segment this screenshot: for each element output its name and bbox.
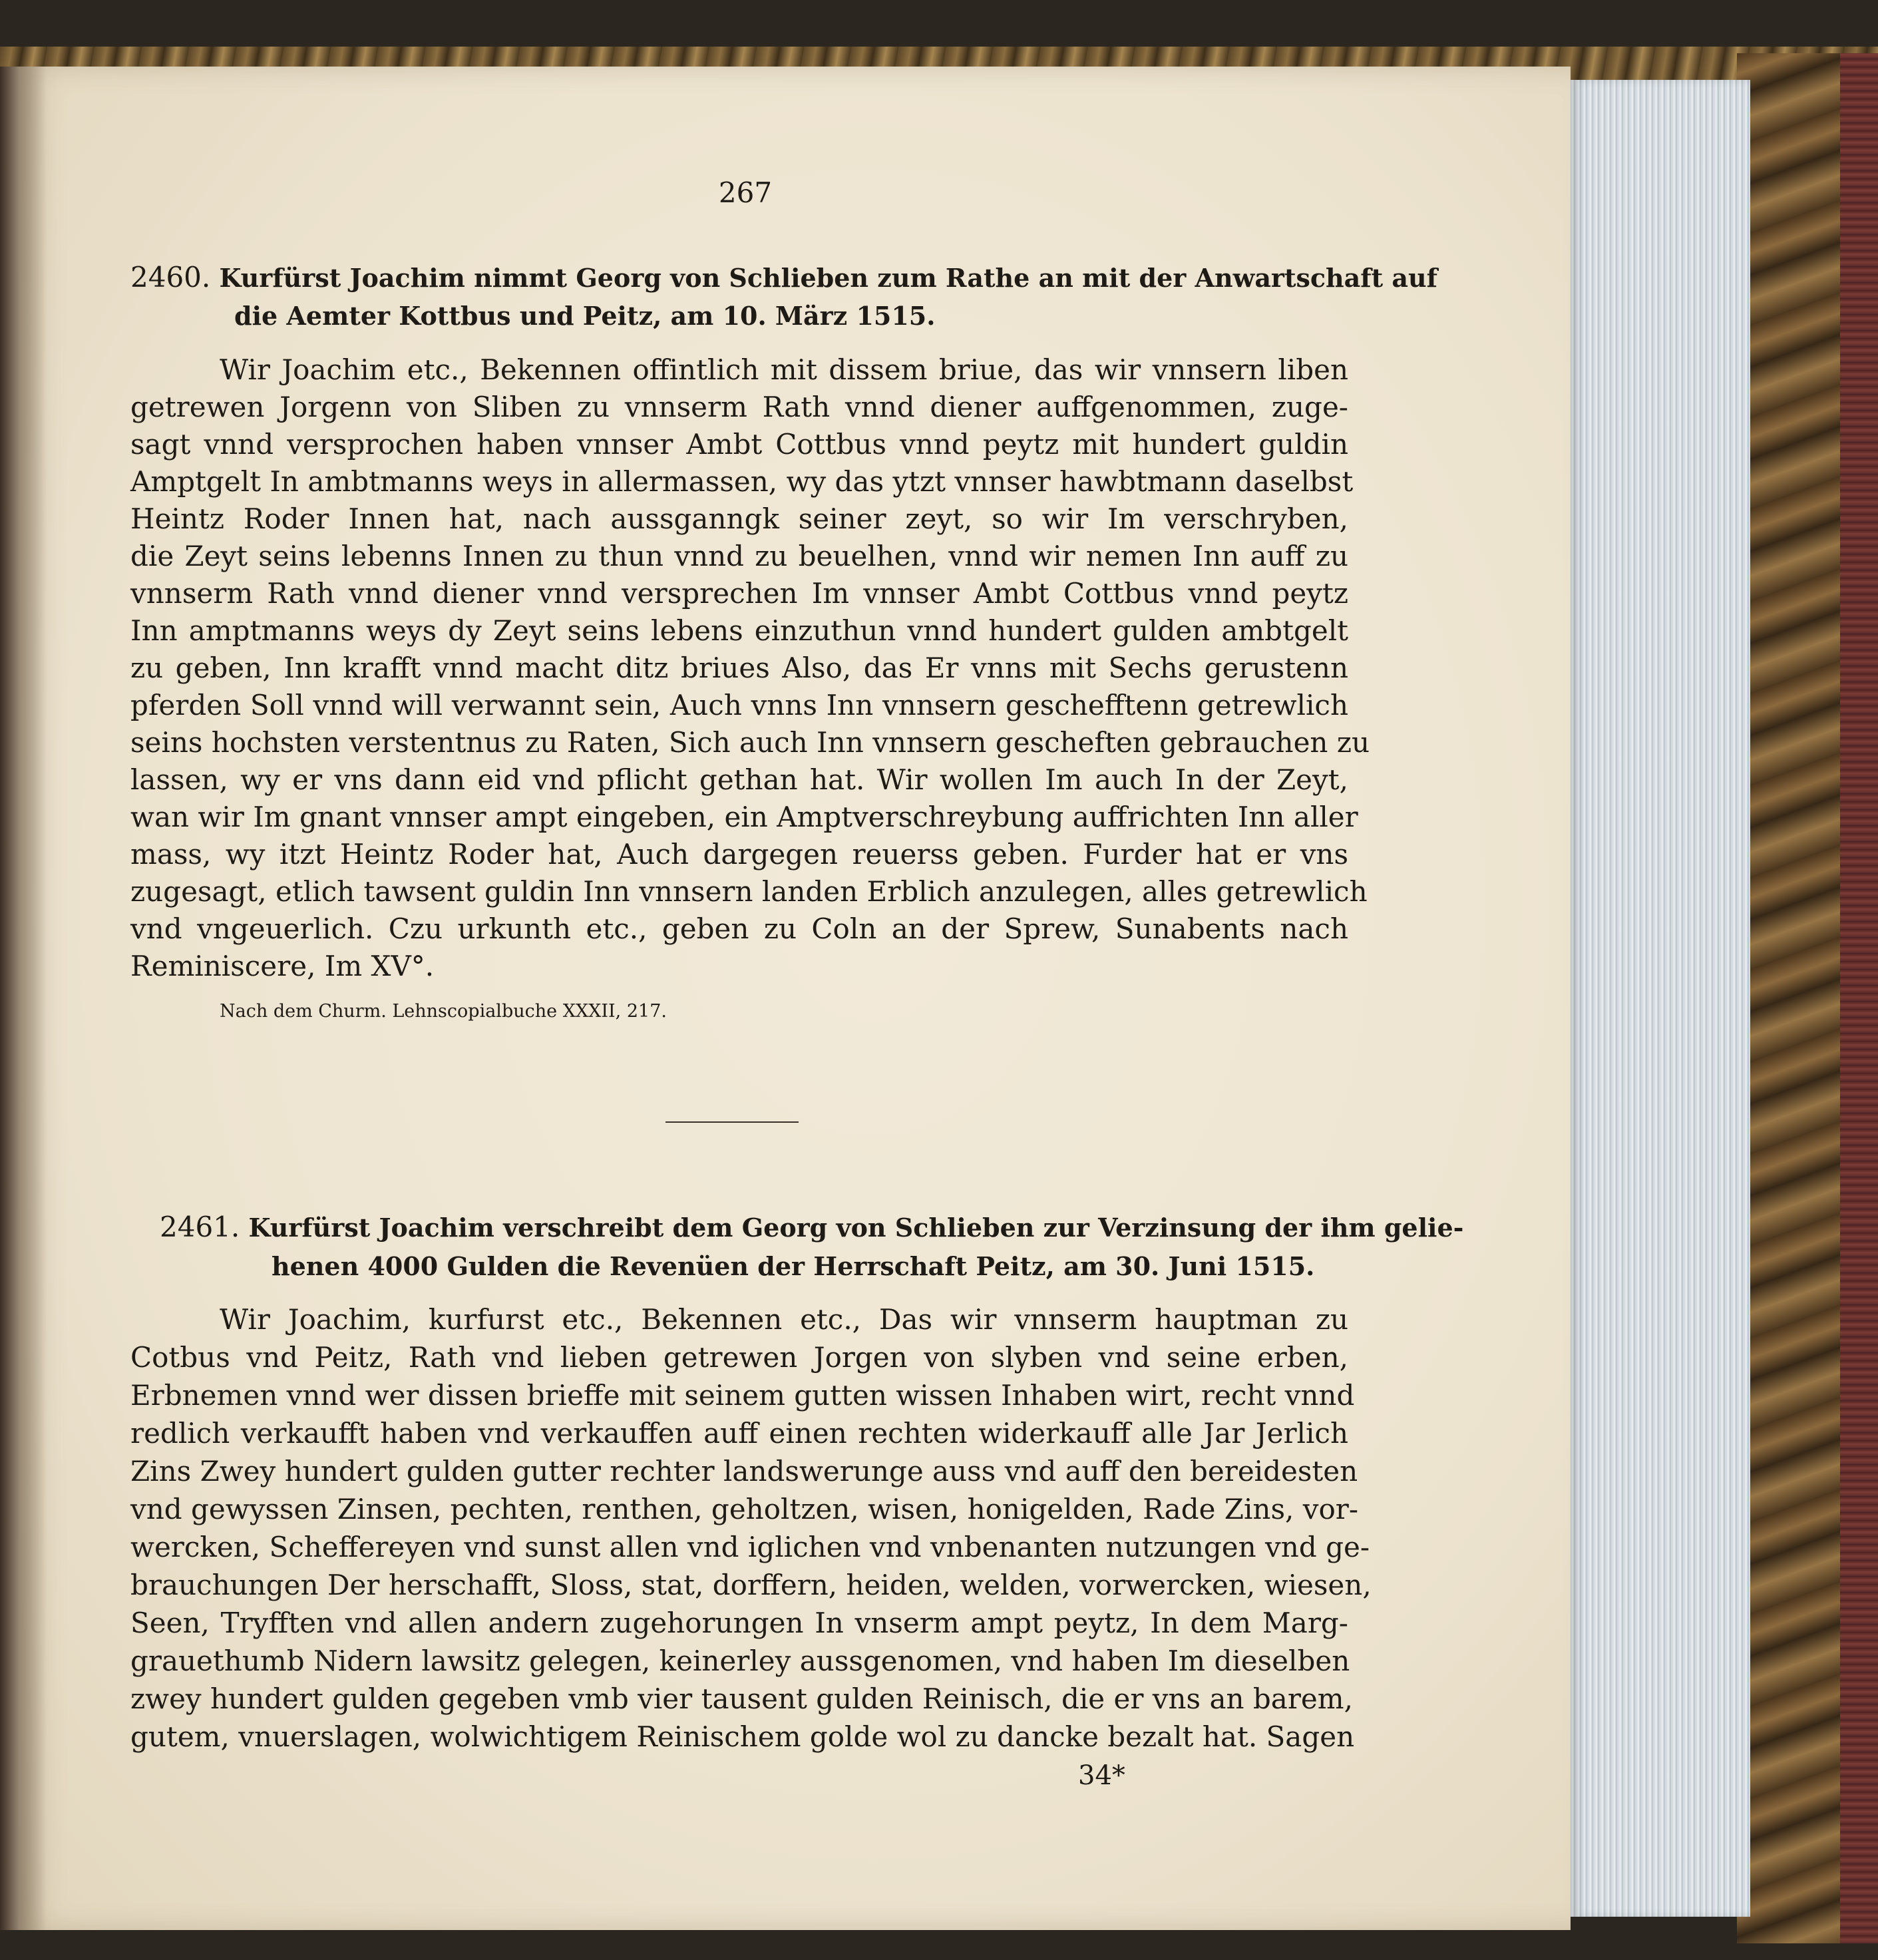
- entry-2461-heading-line-1: [160, 1208, 1463, 1247]
- body-line: wan wir Im gnant vnnser ampt eingeben, ein Amptverschreybung auffrichten Inn aller: [130, 801, 1358, 833]
- body-line: sagt vnnd versprochen haben vnnser Ambt Cottbus vnnd peytz mit hundert guldin: [130, 428, 1348, 461]
- body-line: zugesagt, etlich tawsent guldin Inn vnnsern landen Erblich anzulegen, alles getrewlich: [130, 875, 1368, 908]
- body-line: die Zeyt seins lebenns Innen zu thun vnnd zu beuelhen, vnnd wir nemen Inn auff zu: [130, 540, 1348, 572]
- body-line: pferden Soll vnnd will verwannt sein, Auch vnns Inn vnnsern geschefftenn getrewlich: [130, 689, 1348, 721]
- body-line: zu geben, Inn krafft vnnd macht ditz briues Also, das Er vnns mit Sechs gerustenn: [130, 652, 1348, 684]
- body-line: mass, wy itzt Heintz Roder hat, Auch dargegen reuerss geben. Furder hat er vns: [130, 838, 1348, 871]
- body-line: vnd gewyssen Zinsen, pechten, renthen, geholtzen, wisen, honigelden, Rade Zins, vor-: [130, 1493, 1359, 1525]
- page-edges: [1571, 80, 1750, 1917]
- entry-number: 2461.: [160, 1211, 240, 1243]
- page-number: 267: [718, 176, 773, 209]
- body-line: zwey hundert gulden gegeben vmb vier tausent gulden Reinisch, die er vns an barem,: [130, 1682, 1353, 1715]
- body-line: Seen, Tryfften vnd allen andern zugehorungen In vnserm ampt peytz, In dem Marg-: [130, 1607, 1348, 1639]
- body-line: Cotbus vnd Peitz, Rath vnd lieben getrewen Jorgen von slyben vnd seine erben,: [130, 1341, 1348, 1374]
- entry-number: 2460.: [130, 261, 211, 294]
- signature-mark: 34*: [1078, 1760, 1125, 1791]
- body-line: Heintz Roder Innen hat, nach aussganngk seiner zeyt, so wir Im verschryben,: [130, 502, 1348, 535]
- body-line: Inn amptmanns weys dy Zeyt seins lebens einzuthun vnnd hundert gulden ambtgelt: [130, 614, 1348, 647]
- entry-2460-heading-line-2: die Aemter Kottbus und Peitz, am 10. März 1515.: [234, 301, 936, 331]
- source-note: Nach dem Churm. Lehnscopialbuche XXXII, 217.: [220, 1001, 667, 1022]
- heading-text: Kurfürst Joachim nimmt Georg von Schlieben zum Rathe an mit der Anwartschaft auf: [219, 263, 1438, 293]
- body-line: brauchungen Der herschafft, Sloss, stat, dorffern, heiden, welden, vorwercken, wiesen,: [130, 1569, 1372, 1601]
- heading-text: Kurfürst Joachim verschreibt dem Georg von Schlieben zur Verzinsung der ihm gelie-: [248, 1213, 1464, 1243]
- body-line: gutem, vnuerslagen, wolwichtigem Reinischem golde wol zu dancke bezalt hat. Sagen: [130, 1720, 1355, 1753]
- entry-2461-heading-line-2: henen 4000 Gulden die Revenüen der Herrschaft Peitz, am 30. Juni 1515.: [272, 1251, 1315, 1281]
- section-divider: [665, 1121, 799, 1123]
- body-line: Amptgelt In ambtmanns weys in allermassen, wy das ytzt vnnser hawbtmann daselbst: [130, 465, 1354, 498]
- body-line: Reminiscere, Im XV°.: [130, 950, 435, 982]
- body-line: Wir Joachim, kurfurst etc., Bekennen etc., Das wir vnnserm hauptman zu: [220, 1303, 1348, 1336]
- body-line: vnd vngeuerlich. Czu urkunth etc., geben zu Coln an der Sprew, Sunabents nach: [130, 912, 1348, 945]
- body-line: grauethumb Nidern lawsitz gelegen, keinerley aussgenomen, vnd haben Im dieselben: [130, 1645, 1350, 1677]
- entry-2460-heading-line-1: [130, 258, 1437, 297]
- body-line: Erbnemen vnnd wer dissen brieffe mit seinem gutten wissen Inhaben wirt, recht vnnd: [130, 1379, 1355, 1412]
- body-line: wercken, Scheffereyen vnd sunst allen vnd iglichen vnd vnbenanten nutzungen vnd ge-: [130, 1531, 1370, 1563]
- body-line: lassen, wy er vns dann eid vnd pflicht gethan hat. Wir wollen Im auch In der Zeyt,: [130, 763, 1348, 796]
- body-line: redlich verkaufft haben vnd verkauffen auff einen rechten widerkauff alle Jar Jerlich: [130, 1417, 1348, 1450]
- page-gutter: [20, 67, 47, 1930]
- body-line: vnnserm Rath vnnd diener vnnd versprechen Im vnnser Ambt Cottbus vnnd peytz: [130, 577, 1348, 610]
- body-line: getrewen Jorgenn von Sliben zu vnnserm Rath vnnd diener auffgenommen, zuge-: [130, 391, 1348, 423]
- body-line: seins hochsten verstentnus zu Raten, Sich auch Inn vnnsern gescheften gebrauchen zu: [130, 726, 1370, 759]
- body-line: Zins Zwey hundert gulden gutter rechter landswerunge auss vnd auff den bereidesten: [130, 1455, 1358, 1487]
- book-spine-edge: [1840, 53, 1878, 1943]
- body-line: Wir Joachim etc., Bekennen offintlich mit dissem briue, das wir vnnsern liben: [220, 353, 1348, 386]
